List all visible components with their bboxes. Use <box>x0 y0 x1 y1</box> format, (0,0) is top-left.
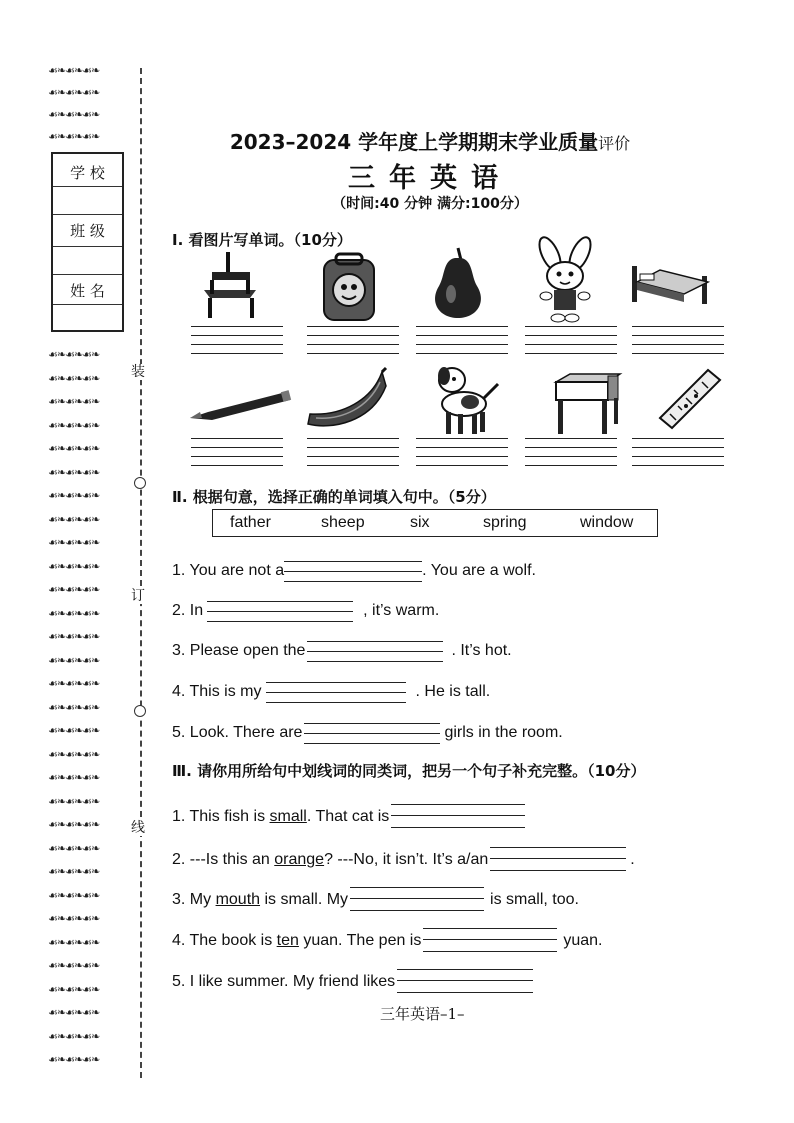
schoolbag-icon <box>314 252 384 324</box>
answer-lines-2[interactable] <box>307 326 399 362</box>
ornament-row: ☙❧☙❧☙❧ <box>48 726 100 736</box>
word-bank-item: six <box>410 514 430 531</box>
s2-blank-5[interactable] <box>304 720 440 746</box>
answer-lines-10[interactable] <box>632 438 724 474</box>
ornament-row: ☙❧☙❧☙❧ <box>48 444 100 454</box>
s3-blank-1[interactable] <box>391 802 525 832</box>
s2-item-4: 4. This is my . He is tall. <box>172 679 490 705</box>
ornament-row: ☙❧☙❧☙❧ <box>48 961 100 971</box>
ornament-row: ☙❧☙❧☙❧ <box>48 985 100 995</box>
answer-lines-4[interactable] <box>525 326 617 362</box>
binding-dashed-line <box>140 68 142 1078</box>
answer-lines-6[interactable] <box>191 438 283 474</box>
class-field[interactable] <box>53 246 122 274</box>
ornament-row: ☙❧☙❧☙❧ <box>48 632 100 642</box>
banana-icon <box>302 366 398 434</box>
answer-lines-8[interactable] <box>416 438 508 474</box>
ruler-icon <box>656 366 724 432</box>
word-bank-item: window <box>580 514 634 531</box>
ornament-row: ☙❧☙❧☙❧ <box>48 132 100 142</box>
dog-icon <box>428 364 500 438</box>
desk-icon <box>550 372 624 436</box>
s2-item-2: 2. In , it’s warm. <box>172 598 439 624</box>
school-field[interactable] <box>53 186 122 214</box>
s3-item-2: 2. ---Is this an orange? ---No, it isn’t. It’s a/an . <box>172 845 635 875</box>
answer-lines-7[interactable] <box>307 438 399 474</box>
s2-blank-2[interactable] <box>207 598 353 624</box>
s3-blank-4[interactable] <box>423 926 557 956</box>
ornament-row: ☙❧☙❧☙❧ <box>48 88 100 98</box>
class-label: 班 级 <box>70 222 105 240</box>
underlined-word: small <box>269 808 307 826</box>
ornament-row: ☙❧☙❧☙❧ <box>48 110 100 120</box>
ornament-row: ☙❧☙❧☙❧ <box>48 491 100 501</box>
underlined-word: ten <box>276 932 299 950</box>
ornament-row: ☙❧☙❧☙❧ <box>48 797 100 807</box>
s3-blank-2[interactable] <box>490 845 626 875</box>
word-bank-box <box>212 509 658 537</box>
ornament-row: ☙❧☙❧☙❧ <box>48 891 100 901</box>
name-field[interactable] <box>53 304 122 332</box>
ornament-row: ☙❧☙❧☙❧ <box>48 1055 100 1065</box>
word-bank-item: sheep <box>321 514 365 531</box>
ornament-row: ☙❧☙❧☙❧ <box>48 515 100 525</box>
s3-blank-3[interactable] <box>350 885 484 915</box>
page-footer: 三年英语–1– <box>380 1005 465 1023</box>
pear-icon <box>425 244 491 320</box>
ornament-row: ☙❧☙❧☙❧ <box>48 867 100 877</box>
s2-item-1: 1. You are not a . You are a wolf. <box>172 558 536 584</box>
section1-heading: Ⅰ. 看图片写单词。（10分） <box>172 231 352 249</box>
exam-title: 2023–2024 学年度上学期期末学业质量评价 <box>229 130 631 154</box>
ornament-row: ☙❧☙❧☙❧ <box>48 773 100 783</box>
ornament-row: ☙❧☙❧☙❧ <box>48 914 100 924</box>
ornament-row: ☙❧☙❧☙❧ <box>48 609 100 619</box>
subject-title: 三年英语 <box>348 163 512 194</box>
bind-char-3: 线 <box>131 820 145 836</box>
ornament-row: ☙❧☙❧☙❧ <box>48 656 100 666</box>
answer-lines-5[interactable] <box>632 326 724 362</box>
ornament-row: ☙❧☙❧☙❧ <box>48 679 100 689</box>
s3-item-1: 1. This fish is small. That cat is <box>172 802 525 832</box>
ornament-row: ☙❧☙❧☙❧ <box>48 374 100 384</box>
ornament-row: ☙❧☙❧☙❧ <box>48 350 100 360</box>
ornament-row: ☙❧☙❧☙❧ <box>48 468 100 478</box>
ornament-row: ☙❧☙❧☙❧ <box>48 1032 100 1042</box>
student-info-box <box>51 152 124 332</box>
time-score-info: （时间:40 分钟 满分:100分） <box>332 196 528 212</box>
ornament-row: ☙❧☙❧☙❧ <box>48 66 100 76</box>
s3-item-4: 4. The book is ten yuan. The pen is yuan. <box>172 926 603 956</box>
word-bank-item: spring <box>483 514 527 531</box>
bind-char-1: 装 <box>131 364 145 380</box>
ornament-row: ☙❧☙❧☙❧ <box>48 844 100 854</box>
pencil-icon <box>186 388 296 422</box>
s3-item-3: 3. My mouth is small. My is small, too. <box>172 885 579 915</box>
s2-blank-1[interactable] <box>284 558 422 584</box>
ornament-row: ☙❧☙❧☙❧ <box>48 750 100 760</box>
ornament-row: ☙❧☙❧☙❧ <box>48 562 100 572</box>
bed-icon <box>630 260 710 310</box>
ornament-row: ☙❧☙❧☙❧ <box>48 1008 100 1018</box>
ornament-row: ☙❧☙❧☙❧ <box>48 820 100 830</box>
s2-item-3: 3. Please open the . It’s hot. <box>172 638 512 664</box>
answer-lines-9[interactable] <box>525 438 617 474</box>
s3-blank-5[interactable] <box>397 967 533 997</box>
binding-hole-2 <box>134 705 146 717</box>
name-label: 姓 名 <box>70 282 105 300</box>
word-bank-item: father <box>230 514 271 531</box>
ornament-row: ☙❧☙❧☙❧ <box>48 585 100 595</box>
underlined-word: mouth <box>215 891 261 909</box>
ornament-row: ☙❧☙❧☙❧ <box>48 703 100 713</box>
s2-blank-3[interactable] <box>307 638 443 664</box>
s2-blank-4[interactable] <box>266 679 406 705</box>
answer-lines-1[interactable] <box>191 326 283 362</box>
chair-icon <box>196 250 266 320</box>
section3-heading: Ⅲ. 请你用所给句中划线词的同类词，把另一个句子补充完整。（10分） <box>172 762 646 780</box>
binding-hole-1 <box>134 477 146 489</box>
bind-char-2: 订 <box>131 588 145 604</box>
ornament-row: ☙❧☙❧☙❧ <box>48 538 100 548</box>
ornament-row: ☙❧☙❧☙❧ <box>48 397 100 407</box>
underlined-word: orange <box>274 851 325 869</box>
ornament-row: ☙❧☙❧☙❧ <box>48 421 100 431</box>
school-label: 学 校 <box>70 164 105 182</box>
s2-item-5: 5. Look. There are girls in the room. <box>172 720 563 746</box>
rabbit-icon <box>528 236 604 324</box>
ornament-row: ☙❧☙❧☙❧ <box>48 938 100 948</box>
answer-lines-3[interactable] <box>416 326 508 362</box>
s3-item-5: 5. I like summer. My friend likes <box>172 967 533 997</box>
section2-heading: Ⅱ. 根据句意，选择正确的单词填入句中。（5分） <box>172 488 496 506</box>
